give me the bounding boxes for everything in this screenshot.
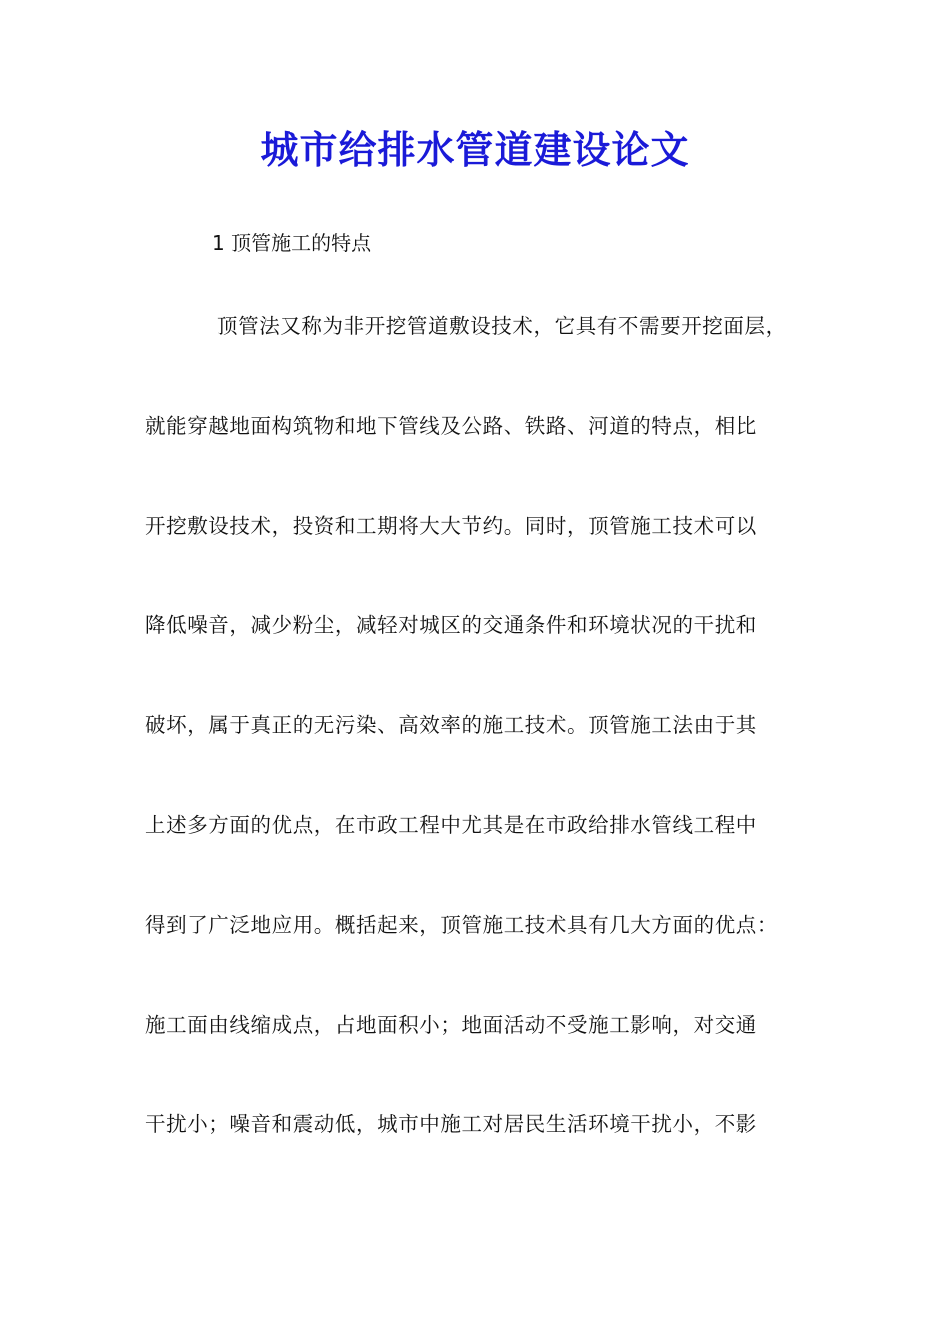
paragraph-line: 得到了广泛地应用。概括起来，顶管施工技术具有几大方面的优点： xyxy=(145,912,778,937)
paragraph-line: 破坏，属于真正的无污染、高效率的施工技术。顶管施工法由于其 xyxy=(145,713,757,738)
document-title: 城市给排水管道建设论文 xyxy=(260,127,690,172)
paragraph-line: 顶管法又称为非开挖管道敷设技术，它具有不需要开挖面层， xyxy=(217,314,787,338)
paragraph-line: 施工面由线缩成点，占地面积小；地面活动不受施工影响，对交通 xyxy=(145,1012,757,1037)
paragraph-line: 就能穿越地面构筑物和地下管线及公路、铁路、河道的特点，相比 xyxy=(145,413,757,438)
paragraph-line: 开挖敷设技术，投资和工期将大大节约。同时，顶管施工技术可以 xyxy=(145,513,757,538)
body-paragraph xyxy=(145,309,825,1207)
section-heading: 1 顶管施工的特点 xyxy=(212,231,372,255)
paragraph-line: 上述多方面的优点，在市政工程中尤其是在市政给排水管线工程中 xyxy=(145,812,757,837)
paragraph-line: 干扰小；噪音和震动低，城市中施工对居民生活环境干扰小，不影 xyxy=(145,1112,757,1137)
paragraph-line: 降低噪音，减少粉尘，减轻对城区的交通条件和环境状况的干扰和 xyxy=(145,613,757,638)
